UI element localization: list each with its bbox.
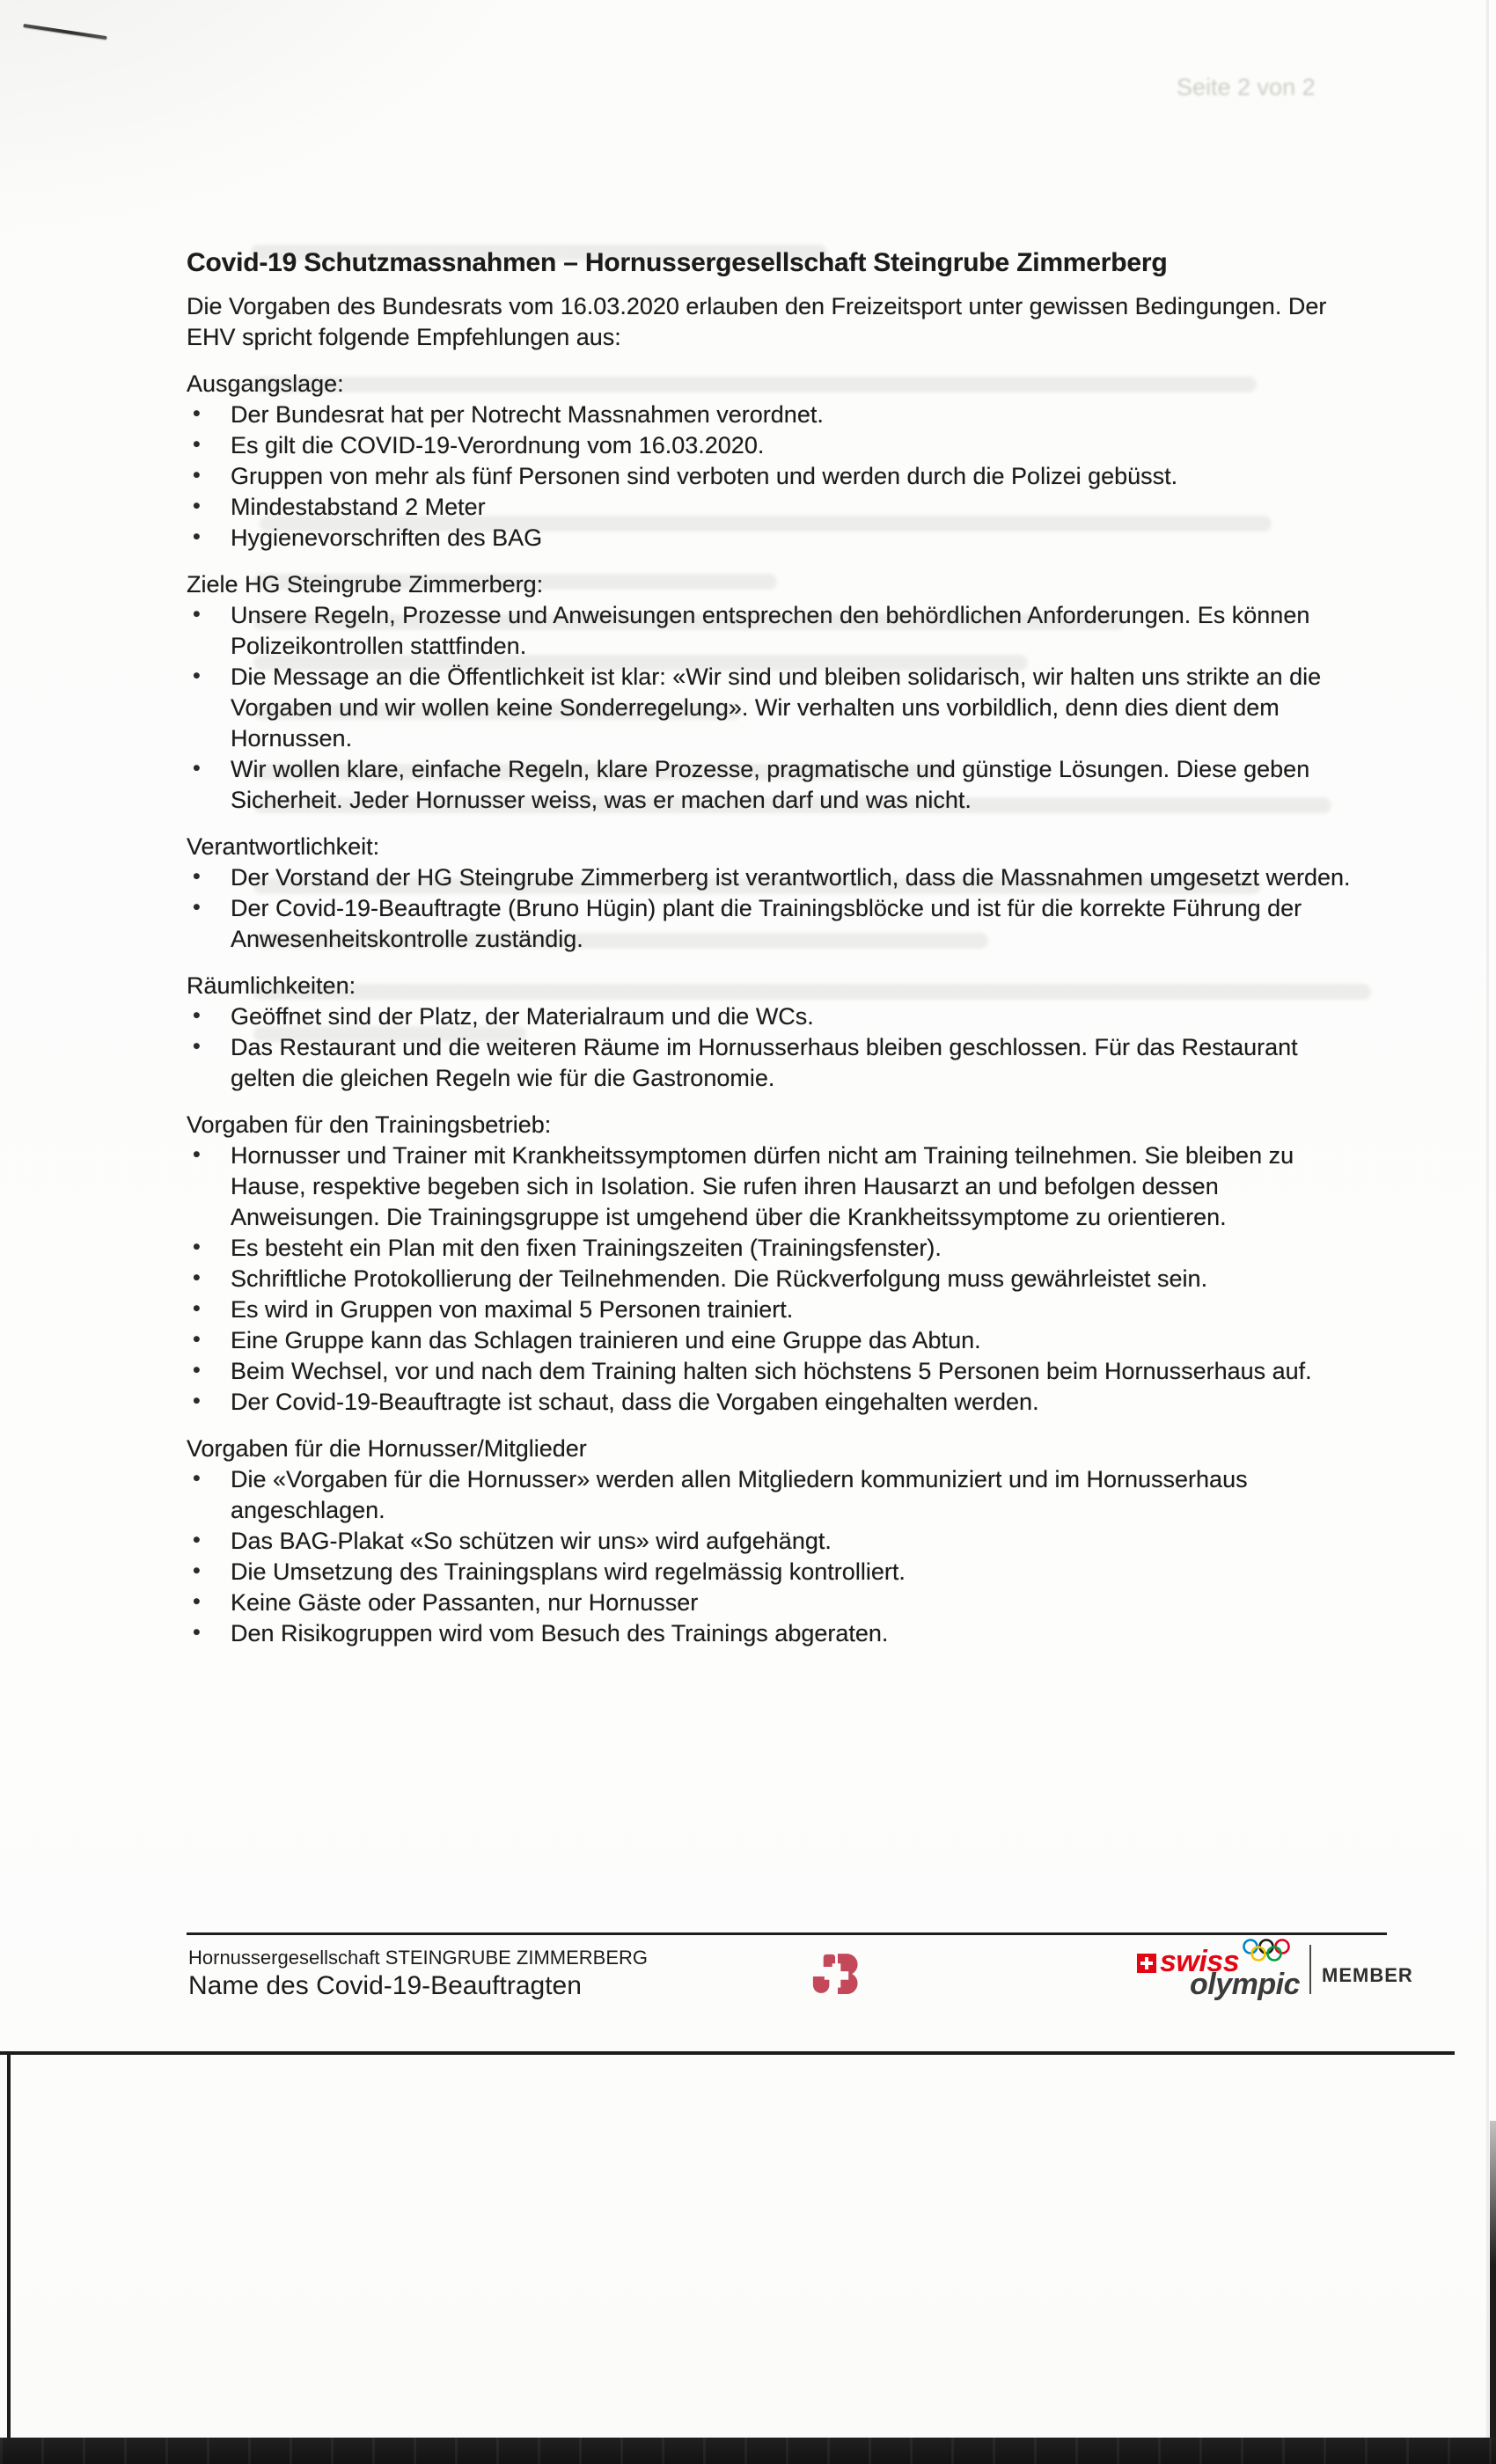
bullet-item: • Unsere Regeln, Prozesse und Anweisungen entsprechen den behördlichen Anforderungen. Es können Polizeikontrollen stattfinden. <box>187 600 1357 662</box>
bullet-list <box>187 400 1357 554</box>
ghost-page-number: Seite 2 von 2 <box>1177 74 1316 100</box>
bullet-item: • Der Bundesrat hat per Notrecht Massnahmen verordnet. <box>187 400 1357 430</box>
section-heading: Vorgaben für den Trainingsbetrieb: <box>187 1111 552 1138</box>
section-heading: Räumlichkeiten: <box>187 972 356 999</box>
footer-covid-officer-label: Name des Covid-19-Beauftragten <box>188 1971 582 2000</box>
bullet-item: • Die Message an die Öffentlichkeit ist klar: «Wir sind und bleiben solidarisch, wir halten uns strikte an die Vorgaben und wir wollen keine Sonderregelung». Wir verhalten uns vorbildlich, denn dies dient dem Hornussen. <box>187 662 1357 754</box>
bullet-list <box>187 1464 1357 1649</box>
logo-divider <box>1309 1945 1311 1994</box>
section-heading: Ziele HG Steingrube Zimmerberg: <box>187 571 544 598</box>
bullet-item: • Wir wollen klare, einfache Regeln, klare Prozesse, pragmatische und günstige Lösungen. Diese geben Sicherheit. Jeder Hornusser weiss, was er machen darf und was nicht. <box>187 754 1357 816</box>
document-section <box>187 569 1357 816</box>
bullet-item: • Gruppen von mehr als fünf Personen sind verboten und werden durch die Polizei gebüsst. <box>187 461 1357 492</box>
bullet-item: • Schriftliche Protokollierung der Teilnehmenden. Die Rückverfolgung muss gewährleistet sein. <box>187 1264 1357 1294</box>
bullet-item: • Hygienevorschriften des BAG <box>187 523 1357 554</box>
bullet-item: • Mindestabstand 2 Meter <box>187 492 1357 523</box>
document-section <box>187 369 1357 554</box>
bullet-item: • Es gilt die COVID-19-Verordnung vom 16.03.2020. <box>187 430 1357 461</box>
scan-frame-right-edge <box>1490 2121 1496 2442</box>
bullet-item: • Eine Gruppe kann das Schlagen trainieren und eine Gruppe das Abtun. <box>187 1325 1357 1356</box>
bullet-item: • Der Vorstand der HG Steingrube Zimmerberg ist verantwortlich, dass die Massnahmen umgesetzt werden. <box>187 862 1357 893</box>
ehv-hornusser-logo-icon <box>805 1947 870 2012</box>
document-content <box>187 246 1357 1649</box>
document-section <box>187 971 1357 1094</box>
bullet-list <box>187 1001 1357 1094</box>
scan-frame-left-edge <box>7 2054 11 2439</box>
document-section <box>187 1110 1357 1418</box>
scan-right-edge <box>1486 0 1489 2464</box>
intro-paragraph: Die Vorgaben des Bundesrats vom 16.03.2020 erlauben den Freizeitsport unter gewissen Bedingungen. Der EHV spricht folgende Empfehlungen aus: <box>187 293 1327 350</box>
bullet-item: • Es besteht ein Plan mit den fixen Trainingszeiten (Trainingsfenster). <box>187 1233 1357 1264</box>
bullet-list <box>187 600 1357 816</box>
bullet-item: • Der Covid-19-Beauftragte ist schaut, dass die Vorgaben eingehalten werden. <box>187 1387 1357 1418</box>
member-label: MEMBER <box>1322 1964 1413 1986</box>
bullet-list <box>187 1140 1357 1418</box>
swiss-cross-icon <box>1137 1954 1156 1973</box>
bullet-item: • Das Restaurant und die weiteren Räume im Hornusserhaus bleiben geschlossen. Für das Restaurant gelten die gleichen Regeln wie für die Gastronomie. <box>187 1032 1357 1094</box>
bullet-item: • Geöffnet sind der Platz, der Materialraum und die WCs. <box>187 1001 1357 1032</box>
swiss-olympic-member-logo <box>1137 1938 1413 2001</box>
bullet-item: • Das BAG-Plakat «So schützen wir uns» wird aufgehängt. <box>187 1526 1357 1557</box>
footer-organization: Hornussergesellschaft STEINGRUBE ZIMMERBERG <box>188 1947 649 1969</box>
swiss-wordmark: swiss <box>1160 1945 1240 1978</box>
section-heading: Vorgaben für die Hornusser/Mitglieder <box>187 1435 587 1462</box>
bullet-list <box>187 862 1357 955</box>
section-heading: Verantwortlichkeit: <box>187 833 380 860</box>
bullet-item: • Die Umsetzung des Trainingsplans wird regelmässig kontrolliert. <box>187 1557 1357 1588</box>
bullet-item: • Der Covid-19-Beauftragte (Bruno Hügin) plant die Trainingsblöcke und ist für die korrekte Führung der Anwesenheitskontrolle zuständig. <box>187 893 1357 955</box>
bullet-item: • Es wird in Gruppen von maximal 5 Personen trainiert. <box>187 1294 1357 1325</box>
scan-artifact-line <box>23 24 107 40</box>
bullet-item: • Keine Gäste oder Passanten, nur Hornusser <box>187 1588 1357 1618</box>
footer-divider-rule <box>187 1932 1387 1935</box>
bullet-item: • Den Risikogruppen wird vom Besuch des Trainings abgeraten. <box>187 1618 1357 1649</box>
bullet-item: • Die «Vorgaben für die Hornusser» werden allen Mitgliedern kommuniziert und im Hornusserhaus angeschlagen. <box>187 1464 1357 1526</box>
scan-page-bottom-edge <box>0 2051 1455 2055</box>
olympic-rings-icon <box>1241 1938 1292 1969</box>
section-heading: Ausgangslage: <box>187 370 344 397</box>
bullet-item: • Beim Wechsel, vor und nach dem Training halten sich höchstens 5 Personen beim Hornusserhaus auf. <box>187 1356 1357 1387</box>
scanner-background-bar <box>0 2438 1496 2464</box>
bullet-item: • Hornusser und Trainer mit Krankheitssymptomen dürfen nicht am Training teilnehmen. Sie bleiben zu Hause, respektive begeben sich in Isolation. Sie rufen ihren Hausarzt an und befolgen dessen Anweisungen. Die Trainingsgruppe ist umgehend über die Krankheitssymptome zu orientieren. <box>187 1140 1357 1233</box>
document-title: Covid-19 Schutzmassnahmen – Hornussergesellschaft Steingrube Zimmerberg <box>187 248 1168 277</box>
sections <box>187 369 1357 1649</box>
olympic-wordmark: olympic <box>1190 1968 1300 2001</box>
document-section <box>187 832 1357 955</box>
document-section <box>187 1434 1357 1649</box>
